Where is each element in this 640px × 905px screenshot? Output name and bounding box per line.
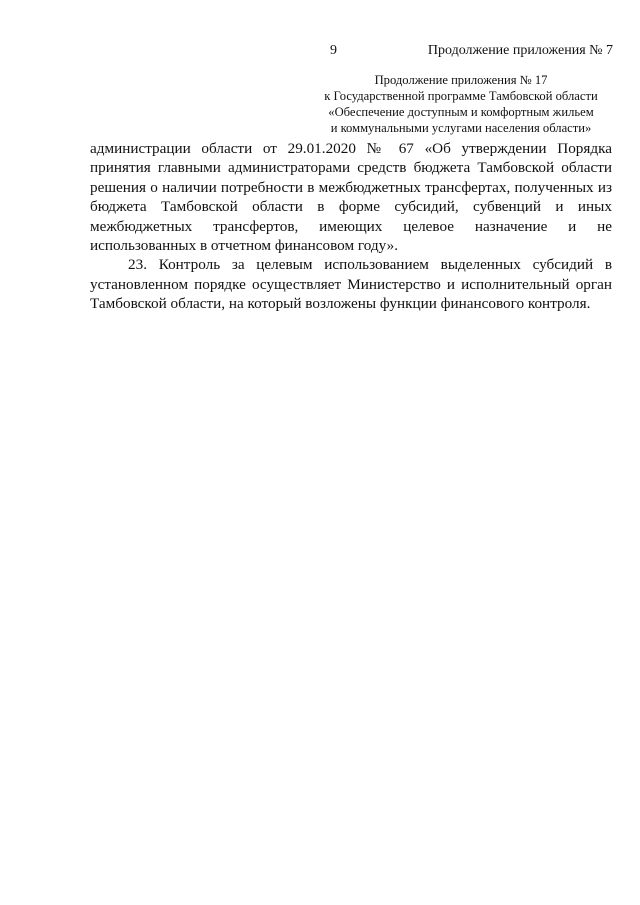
text-line: Тамбовской области, на который возложены функции финансового контроля. bbox=[90, 295, 591, 313]
text-line: решения о наличии потребности в межбюджетных трансфертах, полученных из bbox=[90, 178, 612, 196]
text-line: использованных в отчетном финансовом году». bbox=[90, 237, 398, 255]
text-line: установленном порядке осуществляет Министерство и исполнительный орган bbox=[90, 275, 612, 293]
text-line: принятия главными администраторами средств бюджета Тамбовской области bbox=[90, 159, 612, 177]
appendix-line: к Государственной программе Тамбовской области bbox=[324, 89, 598, 103]
document-body bbox=[90, 139, 612, 314]
text-line: 23. Контроль за целевым использованием выделенных субсидий в bbox=[128, 256, 612, 274]
text-line: администрации области от 29.01.2020 № 67 «Об утверждении Порядка bbox=[90, 140, 612, 157]
paragraph-continuation bbox=[90, 139, 612, 255]
appendix-line: «Обеспечение доступным и комфортным жильем bbox=[328, 105, 594, 119]
appendix-line: и коммунальными услугами населения области» bbox=[330, 121, 592, 135]
paragraph-item-23 bbox=[90, 255, 612, 313]
header-continuation-label: Продолжение приложения № 7 bbox=[427, 43, 613, 58]
page-number: 9 bbox=[330, 43, 337, 58]
appendix-line: Продолжение приложения № 17 bbox=[374, 73, 548, 87]
text-line: межбюджетных трансфертов, имеющих целевое назначение и не bbox=[90, 217, 612, 235]
text-line: бюджета Тамбовской области в форме субсидий, субвенций и иных bbox=[90, 198, 612, 216]
appendix-reference-block bbox=[308, 72, 614, 136]
